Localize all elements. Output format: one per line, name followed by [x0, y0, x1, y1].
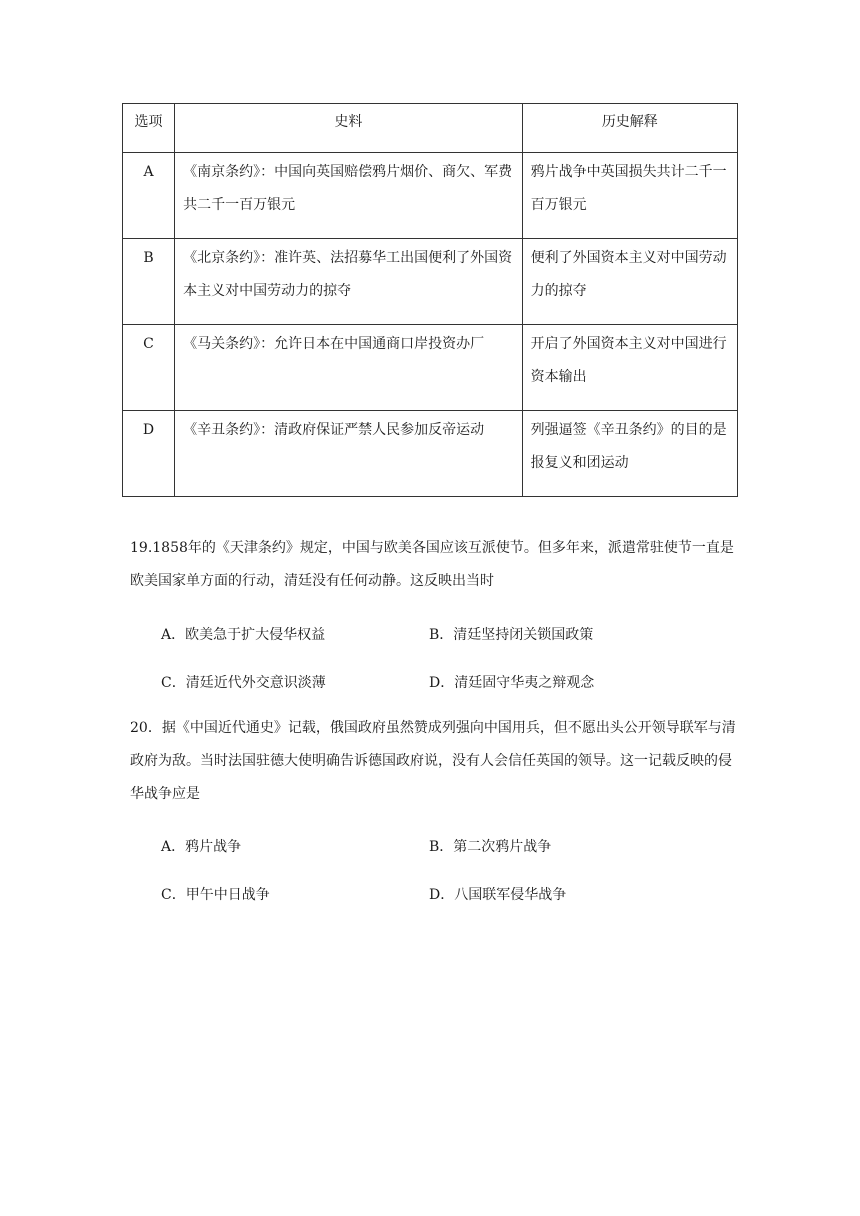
- row-interpretation: 便利了外国资本主义对中国劳动力的掠夺: [522, 239, 737, 325]
- table-header-row: [123, 104, 738, 153]
- table-row: [123, 411, 738, 497]
- question-19-options: [161, 624, 721, 720]
- question-19-stem: 19.1858年的《天津条约》规定，中国与欧美各国应该互派使节。但多年来，派遣常驻使节一直是欧美国家单方面的行动，清廷没有任何动静。这反映出当时: [130, 540, 734, 589]
- header-source: 史料: [175, 104, 523, 153]
- table-row: [123, 153, 738, 239]
- row-source: 《北京条约》：准许英、法招募华工出国便利了外国资本主义对中国劳动力的掠夺: [175, 239, 523, 325]
- question-20-options: [161, 836, 721, 932]
- table-row: [123, 239, 738, 325]
- table-row: [123, 325, 738, 411]
- option-b[interactable]: B．第二次鸦片战争: [429, 839, 552, 855]
- option-d[interactable]: D．八国联军侵华战争: [429, 887, 567, 903]
- row-option: B: [123, 239, 175, 325]
- option-row: [161, 884, 721, 932]
- row-option: D: [123, 411, 175, 497]
- row-interpretation: 开启了外国资本主义对中国进行资本输出: [522, 325, 737, 411]
- header-interpretation: 历史解释: [522, 104, 737, 153]
- option-c[interactable]: C．清廷近代外交意识淡薄: [161, 675, 326, 691]
- row-interpretation: 列强逼签《辛丑条约》的目的是报复义和团运动: [522, 411, 737, 497]
- row-source: 《马关条约》：允许日本在中国通商口岸投资办厂: [175, 325, 523, 411]
- row-option: A: [123, 153, 175, 239]
- row-source: 《辛丑条约》：清政府保证严禁人民参加反帝运动: [175, 411, 523, 497]
- option-a[interactable]: A．欧美急于扩大侵华权益: [161, 627, 326, 643]
- row-interpretation: 鸦片战争中英国损失共计二千一百万银元: [522, 153, 737, 239]
- question-20-stem: 20．据《中国近代通史》记载，俄国政府虽然赞成列强向中国用兵，但不愿出头公开领导联军与清政府为敌。当时法国驻德大使明确告诉德国政府说，没有人会信任英国的领导。这一记载反映的侵华战争应是: [130, 720, 736, 802]
- option-row: [161, 836, 721, 884]
- option-c[interactable]: C．甲午中日战争: [161, 887, 270, 903]
- option-d[interactable]: D．清廷固守华夷之辩观念: [429, 675, 595, 691]
- row-source: 《南京条约》：中国向英国赔偿鸦片烟价、商欠、军费共二千一百万银元: [175, 153, 523, 239]
- history-table: [122, 103, 738, 497]
- header-option: 选项: [123, 104, 175, 153]
- option-a[interactable]: A．鸦片战争: [161, 839, 242, 855]
- row-option: C: [123, 325, 175, 411]
- option-row: [161, 624, 721, 672]
- option-b[interactable]: B．清廷坚持闭关锁国政策: [429, 627, 594, 643]
